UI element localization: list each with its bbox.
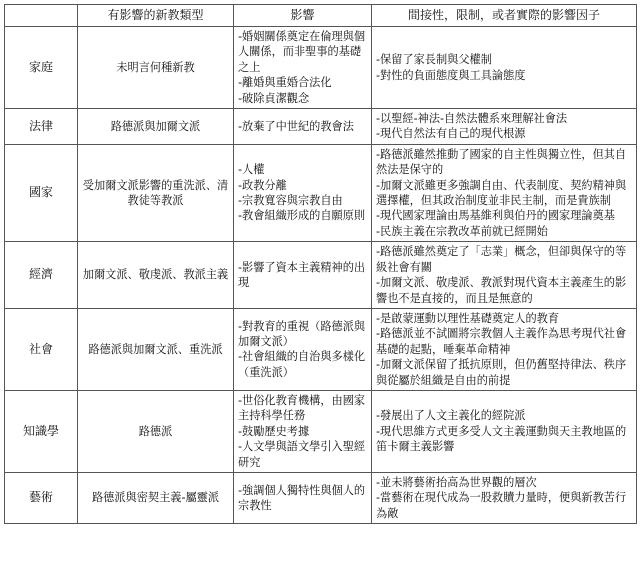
row-types: 路德派與加爾文派、重洗派	[78, 308, 234, 390]
effect-item: -政教分離	[238, 178, 287, 192]
row-effects	[234, 308, 372, 390]
row-category: 經濟	[5, 242, 78, 309]
row-types: 路德派與密契主義-屬靈派	[78, 472, 234, 523]
row-effects	[234, 472, 372, 523]
row-category: 知識學	[5, 390, 78, 472]
row-effects	[234, 242, 372, 309]
factor-item: -保留了家長制與父權制	[376, 53, 492, 67]
row-category: 國家	[5, 144, 78, 241]
factor-item: -加爾文派、敬虔派、教派對現代資本主義產生的影響也不是直接的，而且是無意的	[376, 276, 627, 305]
row-effects	[234, 144, 372, 241]
row-types: 受加爾文派影響的重洗派、清教徒等教派	[78, 144, 234, 241]
row-types: 路德派	[78, 390, 234, 472]
factor-item: -加爾文派雖更多強調自由、代表制度、契約精神與選擇權，但其政治制度並非民主制，而是貴族制	[376, 178, 627, 208]
effect-item: -社會組織的自治與多樣化（重洗派）	[238, 350, 366, 379]
factor-item: -對性的負面態度與工具論態度	[376, 68, 526, 82]
effect-item: -教會組織形成的自願原則	[238, 209, 366, 223]
factor-item: -路德派雖然推動了國家的自主性與獨立性，但其自然法是保守的	[376, 147, 627, 177]
effect-item: -強調個人獨特性與個人的宗教性	[238, 483, 366, 513]
row-types: 路德派與加爾文派	[78, 109, 234, 145]
row-factors	[372, 242, 637, 309]
row-factors	[372, 390, 637, 472]
factor-item: -以聖經-神法-自然法體系來理解社會法	[376, 112, 568, 126]
row-factors	[372, 144, 637, 241]
effect-item: -放棄了中世紀的教會法	[238, 119, 354, 133]
effect-item: -世俗化教育機構，由國家主持科學任務	[238, 393, 366, 423]
row-factors	[372, 308, 637, 390]
row-types: 加爾文派、敬虔派、教派主義	[78, 242, 234, 309]
table-row	[5, 390, 637, 472]
row-factors	[372, 27, 637, 109]
table-row	[5, 472, 637, 523]
factor-item: -當藝術在現代成為一股救贖力量時，便與新教苦行為敵	[376, 491, 627, 520]
factor-item: -並未將藝術抬高為世界觀的層次	[376, 475, 537, 489]
factor-item: -現代思維方式更多受人文主義運動與天主教地區的笛卡爾主義影響	[376, 424, 627, 454]
header-factors: 間接性，限制，或者實際的影響因子	[372, 5, 637, 27]
factor-item: -現代國家理論由馬基維利與伯丹的國家理論奠基	[376, 209, 615, 223]
table-row	[5, 144, 637, 241]
factor-item: -發展出了人文主義化的經院派	[376, 409, 526, 423]
row-effects	[234, 390, 372, 472]
row-category: 家庭	[5, 27, 78, 109]
effect-item: -人文學與語文學引入聖經研究	[238, 440, 366, 469]
table-row	[5, 109, 637, 145]
effect-item: -影響了資本主義精神的出現	[238, 260, 366, 290]
row-factors	[372, 472, 637, 523]
effect-item: -宗教寬容與宗教自由	[238, 194, 343, 208]
effect-item: -離婚與重婚合法化	[238, 76, 332, 90]
effect-item: -對教育的重視（路德派與加爾文派）	[238, 319, 366, 349]
table-row	[5, 27, 637, 109]
row-effects	[234, 109, 372, 145]
factor-item: -加爾文派保留了抵抗原則，但仍舊堅持律法、秩序與從屬於組織是自由的前提	[376, 358, 627, 387]
row-types: 未明言何種新教	[78, 27, 234, 109]
effect-item: -破除貞潔觀念	[238, 91, 310, 105]
header-types: 有影響的新教類型	[78, 5, 234, 27]
row-factors	[372, 109, 637, 145]
factor-item: -是啟蒙運動以理性基礎奠定人的教育	[376, 311, 560, 325]
header-category	[5, 5, 78, 27]
table-row	[5, 308, 637, 390]
row-effects	[234, 27, 372, 109]
effect-item: -人權	[238, 163, 265, 177]
factor-item: -路德派並不試圖將宗教個人主義作為思考現代社會基礎的起點，唾棄革命精神	[376, 327, 627, 356]
protestant-influence-table	[4, 4, 637, 524]
table-row	[5, 242, 637, 309]
header-row	[5, 5, 637, 27]
effect-item: -鼓勵歷史考據	[238, 424, 310, 438]
factor-item: -現代自然法有自己的現代根源	[376, 127, 526, 141]
factor-item: -路德派雖然奠定了「志業」概念，但卻與保守的等級社會有關	[376, 245, 627, 274]
factor-item: -民族主義在宗教改革前就已經開始	[376, 224, 548, 238]
row-category: 藝術	[5, 472, 78, 523]
effect-item: -婚姻關係奠定在倫理與個人關係，而非聖事的基礎之上	[238, 30, 366, 74]
header-effects: 影響	[234, 5, 372, 27]
row-category: 社會	[5, 308, 78, 390]
row-category: 法律	[5, 109, 78, 145]
